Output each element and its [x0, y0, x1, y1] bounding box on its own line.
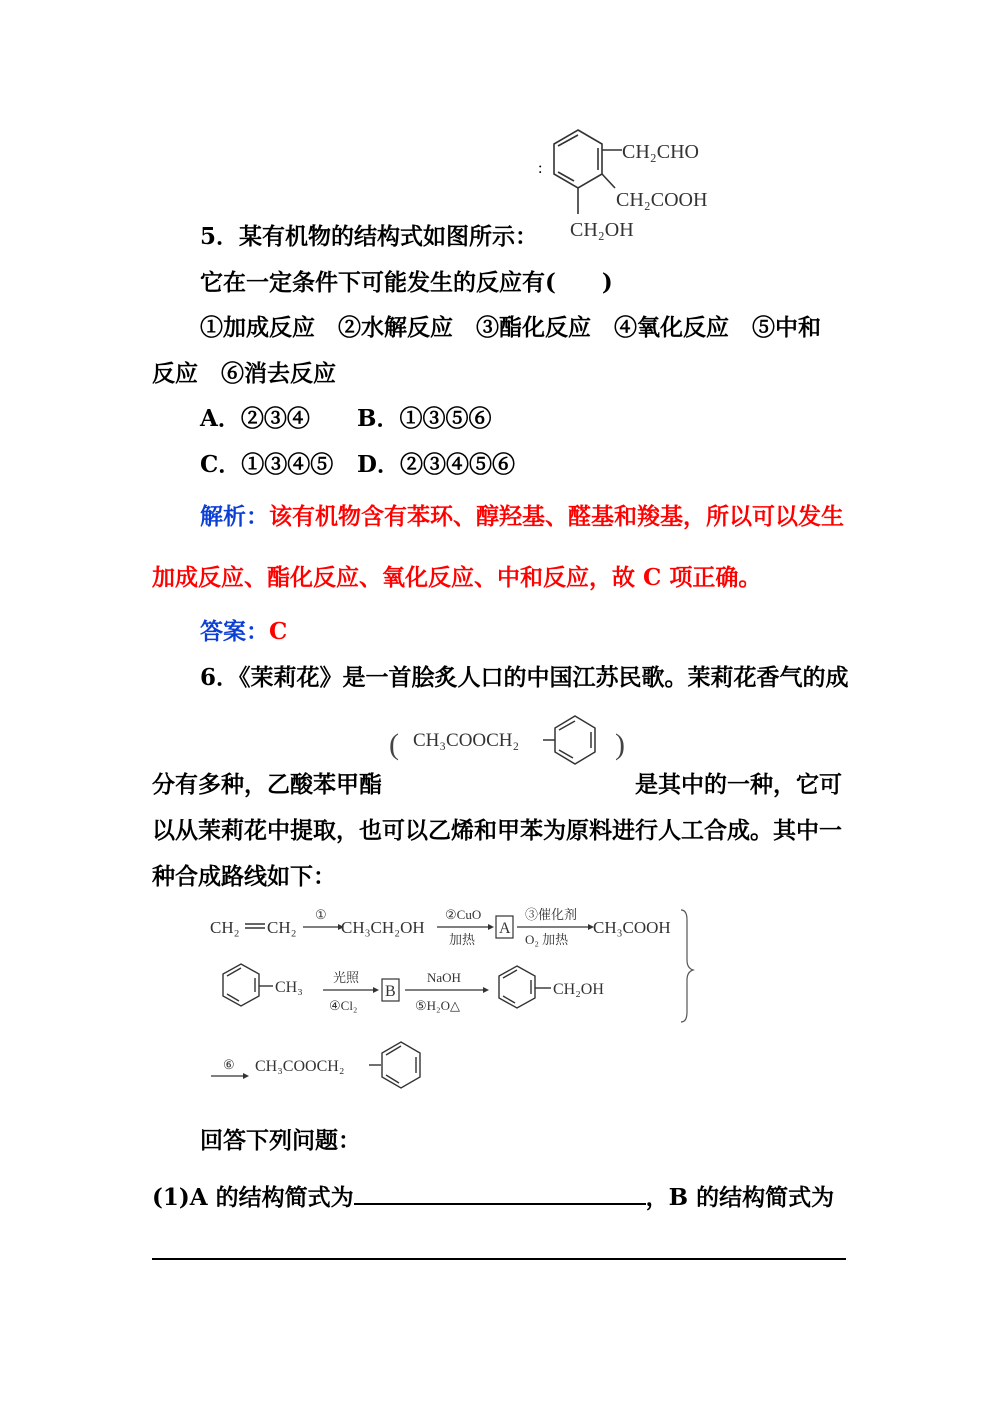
synthesis-scheme	[205, 900, 705, 1115]
r3-product-formula: CH₃COOCH₂	[255, 1058, 345, 1075]
q5-structure-diagram	[530, 118, 760, 248]
ester-paren-open: (	[389, 728, 399, 761]
double-bond	[245, 924, 265, 928]
r2-step4-bottom: ④Cl₂	[329, 998, 358, 1013]
answer-line	[200, 617, 287, 647]
right-brace	[681, 910, 693, 1022]
product-ring-icon	[369, 1042, 420, 1088]
r1-ethanol: CH₃CH₂OH	[341, 918, 425, 937]
q5-options-line2: 反应 ⑥消去反应	[152, 360, 336, 387]
r1-step1: ①	[315, 907, 327, 922]
answer-value: C	[269, 618, 288, 645]
ester-formula: CH₃COOCH₂	[413, 730, 520, 751]
toluene-ring-icon	[223, 964, 273, 1006]
answer-blank-a[interactable]	[354, 1181, 646, 1205]
arrowhead-4	[373, 987, 379, 993]
q6-line4: 种合成路线如下：	[152, 863, 336, 890]
choice-d: D．②③④⑤⑥	[357, 451, 515, 478]
r1-ethylene-left: CH₂	[210, 918, 240, 937]
r1-box-a: A	[499, 920, 511, 937]
benzene-ring	[554, 130, 622, 214]
r1-ethylene-right: CH₂	[267, 918, 297, 937]
choice-a: A．②③④	[200, 405, 310, 432]
r2-step5-bottom: ⑤H₂O△	[415, 998, 460, 1013]
r2-step4-top: 光照	[333, 970, 360, 985]
q5-stem: 5．某有机物的结构式如图所示：	[200, 223, 539, 250]
sub1-start: (1)A 的结构简式为	[152, 1184, 354, 1211]
q6-sub1-line	[152, 1181, 834, 1213]
ester-paren-close: )	[615, 728, 625, 761]
analysis-line2: 加成反应、酯化反应、氧化反应、中和反应，故 C 项正确。	[152, 564, 762, 591]
r1-step3-bottom: O₂ 加热	[525, 932, 569, 947]
r2-ch3: CH₃	[275, 979, 303, 996]
substituent-ch2cho: CH₂CHO	[622, 141, 699, 163]
r1-step2-bottom: 加热	[449, 932, 476, 947]
q6-line1: 6．《茉莉花》是一首脍炙人口的中国江苏民歌。茉莉花香气的成	[200, 664, 849, 691]
r2-step5-top: NaOH	[427, 970, 461, 985]
arrowhead-2	[488, 924, 494, 930]
q5-options-line1: ①加成反应 ②水解反应 ③酯化反应 ④氧化反应 ⑤中和	[200, 314, 821, 341]
q6-line2-left: 分有多种，乙酸苯甲酯	[152, 771, 382, 798]
r1-step3-top: ③催化剂	[525, 907, 578, 922]
r1-step2-top: ②CuO	[445, 907, 482, 922]
r2-box-b: B	[385, 983, 396, 1000]
ester-structure	[385, 706, 645, 776]
sub1-mid: ，B 的结构简式为	[645, 1184, 835, 1211]
r2-ch2oh: CH₂OH	[553, 981, 604, 998]
substituent-ch2cooh: CH₂COOH	[616, 189, 708, 211]
ester-benzene-icon	[543, 716, 595, 764]
analysis-label: 解析：	[200, 503, 269, 530]
q6-prompt: 回答下列问题：	[200, 1127, 361, 1154]
analysis-line1	[200, 502, 844, 532]
answer-label: 答案：	[200, 618, 269, 645]
choice-b: B．①③⑤⑥	[357, 405, 492, 432]
arrowhead-5	[483, 987, 489, 993]
benzyl-alcohol-ring-icon	[499, 966, 551, 1008]
q5-prompt: 它在一定条件下可能发生的反应有( )	[200, 269, 613, 296]
arrowhead-6	[243, 1073, 249, 1079]
substituent-ch2oh: CH₂OH	[570, 219, 634, 241]
q6-line2-right: 是其中的一种，它可	[635, 771, 842, 798]
r3-step6: ⑥	[223, 1057, 235, 1072]
choice-c: C．①③④⑤	[200, 451, 334, 478]
answer-blank-b[interactable]	[152, 1258, 846, 1260]
structure-colon: :	[538, 160, 543, 177]
analysis-text-1: 该有机物含有苯环、醇羟基、醛基和羧基，所以可以发生	[269, 503, 844, 530]
r1-acetic-acid: CH₃COOH	[593, 918, 671, 937]
q6-line3: 以从茉莉花中提取，也可以乙烯和甲苯为原料进行人工合成。其中一	[152, 817, 842, 844]
